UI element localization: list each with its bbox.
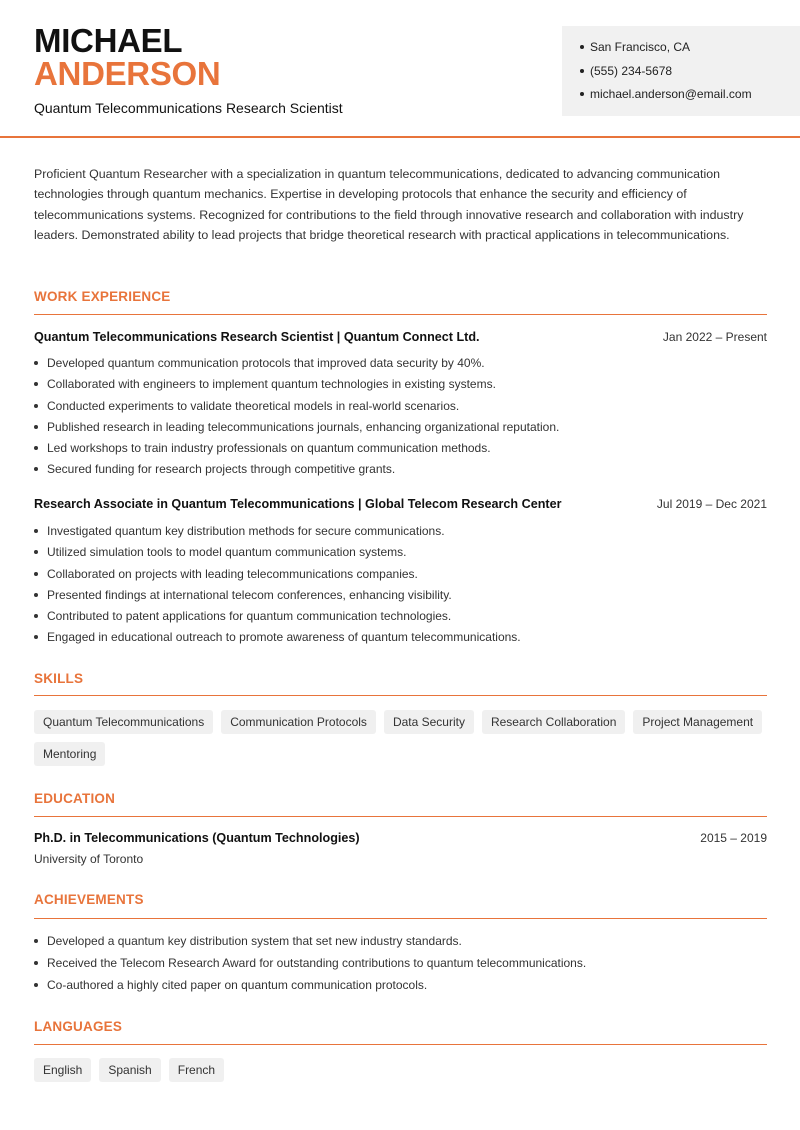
email-text: michael.anderson@email.com (590, 87, 752, 101)
list-item: Developed a quantum key distribution system that set new industry standards. (34, 933, 767, 955)
skill-chip: Quantum Telecommunications (34, 710, 213, 734)
contact-box (562, 26, 800, 116)
list-item: Developed quantum communication protocols that improved data security by 40%. (34, 355, 767, 376)
job-dates: Jan 2022 – Present (662, 330, 767, 344)
candidate-title: Quantum Telecommunications Research Scientist (34, 100, 343, 116)
bullet-icon (34, 983, 38, 987)
skill-chip: Communication Protocols (221, 710, 376, 734)
skill-chip: Project Management (633, 710, 762, 734)
contact-phone (580, 63, 800, 87)
location-text: San Francisco, CA (590, 40, 691, 54)
list-item: Published research in leading telecommunications journals, enhancing organizational reputation. (34, 419, 767, 440)
list-item: Received the Telecom Research Award for outstanding contributions to quantum telecommunications. (34, 955, 767, 977)
contact-email (580, 86, 800, 110)
section-divider (34, 1044, 767, 1045)
job-bullets (34, 355, 767, 483)
list-item: Led workshops to train industry professionals on quantum communication methods. (34, 440, 767, 461)
list-item: Secured funding for research projects through competitive grants. (34, 461, 767, 482)
language-chip: French (169, 1058, 224, 1082)
bullet-icon (34, 572, 38, 576)
list-item: Contributed to patent applications for quantum communication technologies. (34, 608, 767, 629)
professional-summary: Proficient Quantum Researcher with a specialization in quantum telecommunications, dedicated to advancing communication technologies through quantum mechanics. Expertise in developing protocols that enhance the security and efficiency of telecommunications systems. Recognized for contributions to the field through innovative research and collaboration with industry leaders. Demonstrated ability to lead projects that bridge theoretical research with practical applications in telecommunications. (34, 167, 744, 243)
section-divider (34, 918, 767, 919)
bullet-icon (34, 593, 38, 597)
bullet-icon (34, 467, 38, 471)
job-role: Quantum Telecommunications Research Scientist | Quantum Connect Ltd. (34, 330, 480, 344)
bullet-icon (34, 550, 38, 554)
section-title-achievements: ACHIEVEMENTS (34, 892, 144, 907)
list-item: Collaborated on projects with leading telecommunications companies. (34, 566, 767, 587)
bullet-icon (34, 404, 38, 408)
achievements-list (34, 933, 767, 999)
job-bullets (34, 523, 767, 651)
bullet-icon (580, 92, 584, 96)
contact-location (580, 39, 800, 63)
bullet-icon (34, 939, 38, 943)
first-name: MICHAEL (34, 22, 183, 59)
bullet-icon (34, 425, 38, 429)
list-item: Collaborated with engineers to implement quantum technologies in existing systems. (34, 376, 767, 397)
school-name: University of Toronto (34, 852, 144, 866)
bullet-icon (34, 361, 38, 365)
section-divider (34, 816, 767, 817)
education-header (34, 831, 767, 845)
bullet-icon (580, 45, 584, 49)
skill-chip: Mentoring (34, 742, 105, 766)
section-title-work: WORK EXPERIENCE (34, 289, 171, 304)
resume-header (0, 0, 800, 138)
list-item: Co-authored a highly cited paper on quantum communication protocols. (34, 977, 767, 999)
skills-list (34, 710, 774, 766)
bullet-icon (34, 614, 38, 618)
bullet-icon (34, 529, 38, 533)
section-title-languages: LANGUAGES (34, 1019, 123, 1034)
candidate-name (34, 24, 220, 90)
phone-text: (555) 234-5678 (590, 63, 673, 78)
section-divider (34, 695, 767, 696)
list-item: Utilized simulation tools to model quantum communication systems. (34, 544, 767, 565)
job-role: Research Associate in Quantum Telecommunications | Global Telecom Research Center (34, 497, 562, 511)
list-item: Investigated quantum key distribution methods for secure communications. (34, 523, 767, 544)
section-divider (34, 314, 767, 315)
job-header (34, 330, 767, 344)
job-header (34, 497, 767, 511)
list-item: Conducted experiments to validate theoretical models in real-world scenarios. (34, 398, 767, 419)
skill-chip: Research Collaboration (482, 710, 625, 734)
languages-list (34, 1058, 774, 1082)
bullet-icon (34, 961, 38, 965)
degree: Ph.D. in Telecommunications (Quantum Technologies) (34, 831, 360, 845)
language-chip: English (34, 1058, 91, 1082)
bullet-icon (34, 382, 38, 386)
bullet-icon (580, 69, 584, 73)
skill-chip: Data Security (384, 710, 474, 734)
section-title-education: EDUCATION (34, 791, 116, 806)
language-chip: Spanish (99, 1058, 160, 1082)
job-dates: Jul 2019 – Dec 2021 (656, 497, 767, 511)
list-item: Presented findings at international telecom conferences, enhancing visibility. (34, 587, 767, 608)
last-name: ANDERSON (34, 55, 221, 92)
bullet-icon (34, 635, 38, 639)
education-dates: 2015 – 2019 (700, 831, 767, 845)
section-title-skills: SKILLS (34, 671, 84, 686)
bullet-icon (34, 446, 38, 450)
list-item: Engaged in educational outreach to promote awareness of quantum telecommunications. (34, 629, 767, 650)
